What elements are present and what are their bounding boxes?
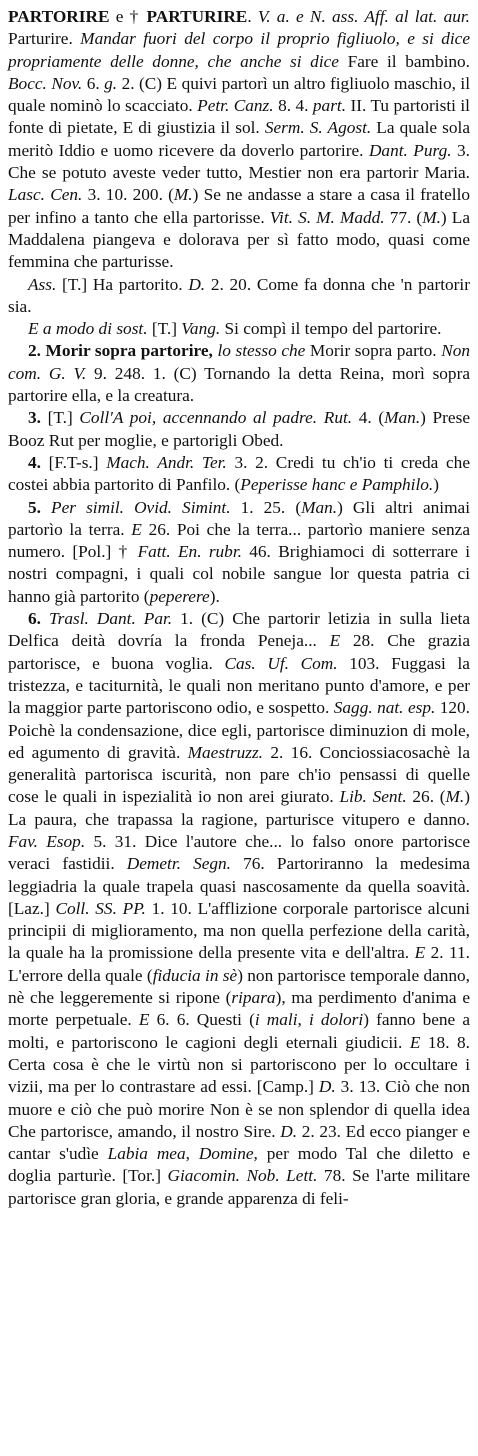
text-run: 26. Poi che la terra... partorìo maniere senza numero. [Pol.] † [8,519,471,562]
sense-3 [8,407,470,452]
italic-text: M. [422,207,441,227]
text-run: 2. (C) E quivi partorì un altro figliuolo maschio, il quale nominò lo scacciato. [8,73,470,116]
italic-text: Trasl. Dant. Par. [40,609,173,629]
text-run: Fare il bambino. [338,51,470,71]
italic-text: Lasc. Cen. [8,185,83,205]
italic-text: Sagg. nat. esp. [333,698,436,718]
italic-text: Dant. Purg. [368,140,452,160]
italic-text: fiducia in sè [152,965,238,985]
text-run: . [247,7,258,26]
text-run: ) [433,475,439,495]
text-run: 3. 13. Ciò che non muore e ciò che può morire Non è se non splendor di quella idea Che partorisce, amando, il nostro Sire. [8,1077,470,1141]
italic-text: E a modo di sost. [28,319,148,339]
text-run: 77. ( [384,207,423,227]
text-run: ), ma perdimento d'anima e morte perpetuale. [8,988,470,1030]
italic-text: Lib. Sent. [339,787,407,807]
bold-text: PARTORIRE [8,7,110,26]
italic-text: Demetr. Segn. [126,854,232,874]
italic-text: Coll. SS. PP. [55,898,146,918]
text-run: ). [209,586,220,606]
italic-text: Per simil. Ovid. Simint. [40,497,231,517]
sense-4 [8,452,470,497]
italic-text: M. [173,185,193,205]
italic-text: Ass. [28,274,57,294]
text-run: Si compì il tempo del partorire. [220,319,442,339]
italic-text: ripara [231,988,276,1008]
text-run: 9. 248. 1. (C) Tornando la detta Reina, morì sopra partorire ella, e la creatura. [8,363,470,406]
text-run: ) fanno bene a molti, e partoriscono le cagioni degli eternali giudicii. [8,1010,471,1052]
sense-noun-use [8,318,470,340]
italic-text: Fav. Esop. [8,831,86,851]
text-run: 3. 10. 200. ( [82,185,174,205]
italic-text: E [329,631,341,651]
text-run: ) non partorisce temporale danno, nè che leggeremente si ripone ( [8,965,470,1008]
text-run: ) Se ne andasse a stare a casa il fratello per infino a tanto che ella partorisse. [8,185,471,227]
sense-absolute [8,274,470,319]
text-run: 26. ( [406,787,446,807]
bold-text: 6. [28,609,41,629]
text-run: 5. 31. Dice l'autore che... lo falso onore partorisce veraci fastidii. [8,831,470,874]
italic-text: M. [445,787,465,807]
text-run: 2. 20. Come fa donna che 'n partorir sia. [8,274,470,316]
text-run: 4. ( [352,408,385,428]
text-run: 28. Che grazia partorisce, e buona voglia. [8,631,471,673]
italic-text: Bocc. Nov. [8,73,83,93]
italic-text: D. [188,274,206,294]
sense-5 [8,497,470,608]
italic-text: Petr. Canz. [197,96,274,116]
text-run: 6. 6. Questi ( [149,1010,255,1030]
italic-text: i mali, i dolori [254,1010,364,1030]
text-run: II. Tu partoristi il fonte di pietate, E di giustizia il sol. [8,96,470,138]
text-run: ) Gli altri animai partorìo la terra. [8,497,471,539]
entry-definition [8,6,470,274]
italic-text: E [138,1010,150,1030]
italic-text: Coll'A poi, accennando al padre. Rut. [79,408,353,428]
italic-text: Mandar fuori del corpo il proprio figliuolo, e si dice propriamente delle donne, che anche si dice [8,29,470,71]
text-run: 120. Poichè la condensazione, dice egli, partorisce diminuzion di mole, ed agumento di gravità. [8,698,470,762]
bold-text: PARTURIRE [146,7,248,26]
text-run: Parturire. [8,29,81,49]
sense-6 [8,608,470,1210]
bold-text: 4. [28,452,41,472]
text-run: 46. Brighiamoci di sotterrare i nostri compagni, i quali col nobile sangue lor questa patria ci hanno già partorito ( [8,542,470,606]
text-run: 2. 11. L'errore della quale ( [8,943,471,985]
text-run: 1. (C) Che partorir letizia in sulla lieta Delfica deità dovría la fronda Peneja... [8,609,470,651]
text-run: e † [109,7,147,26]
italic-text: part. [312,96,347,116]
italic-text: Peperisse hanc e Pamphilo. [240,475,434,495]
text-run: 6. [82,73,105,93]
italic-text: Maestruzz. [187,742,263,762]
italic-text: D. [280,1121,298,1141]
text-run: 2. 23. Ed ecco pianger e cantar s'udìe [8,1121,470,1164]
italic-text: Fatt. En. rubr. [137,542,242,562]
italic-text: V. a. e N. ass. Aff. al lat. aur. [257,7,471,26]
text-run: [T.] Ha partorito. [56,274,189,294]
italic-text: Labia mea, Domine, [107,1144,258,1164]
bold-text: 2. Morir sopra partorire, [28,341,213,361]
italic-text: Mach. Andr. Ter. [106,452,227,472]
italic-text: Man. [301,497,338,517]
text-run: ) Prese Booz Rut per moglie, e partorigli Obed. [8,408,470,450]
italic-text: peperere [149,586,210,606]
text-run: ) La paura, che trapassa la ragione, parturisce vitupero e danno. [8,787,471,829]
text-run: 3. 2. Credi tu ch'io ti creda che costei abbia partorito di Panfilo. ( [8,452,470,495]
text-run: [T.] [147,319,182,339]
text-run: 78. Se l'arte militare partorisce gran gloria, e grande apparenza di feli- [8,1166,470,1208]
italic-text: g. [104,73,118,93]
italic-text: Man. [384,408,421,428]
bold-text: 5. [28,497,41,517]
italic-text: D. [318,1077,336,1097]
text-run: 103. Fuggasi la tristezza, e taciturnità, le quali non meritano punto d'amore, e per la maggior parte partoriscono odio, e sospetto. [8,653,470,718]
text-run: 18. 8. Certa cosa è che le virtù non si partoriscono per lo occultare i vizii, ma per lo contrastare ad essi. [Camp.] [8,1032,470,1097]
text-run: 3. Che se potuto aveste veder tutto, Mestier non era partorir Maria. [8,140,470,183]
text-run: 8. 4. [273,96,313,116]
italic-text: Cas. Uf. Com. [224,653,338,673]
text-run: 1. 25. ( [230,497,302,517]
italic-text: E [409,1032,421,1052]
italic-text: E [414,943,426,963]
italic-text: Non com. G. V. [8,341,471,383]
text-run: [T.] [40,408,80,428]
text-run: [F.T-s.] [40,452,107,472]
sense-2 [8,340,470,407]
italic-text: Serm. S. Agost. [264,118,372,138]
text-run: per modo Tal che diletto e doglia parturìe. [Tor.] [8,1144,470,1186]
italic-text: Vit. S. M. Madd. [269,207,385,227]
italic-text: Giacomin. Nob. Lett. [167,1166,318,1186]
text-run: La quale sola meritò Iddio e uomo ricevere da doverlo partorire. [8,118,471,160]
text-run: 76. Partoriranno la medesima leggiadria la quale trapela quasi nascosamente da quella soavità. [Laz.] [8,854,470,918]
italic-text: lo stesso che [212,341,306,361]
bold-text: 3. [28,408,41,428]
italic-text: Vang. [181,319,221,339]
text-run: Morir sopra parto. [305,341,442,361]
italic-text: E [131,519,142,539]
text-run: 1. 10. L'afflizione corporale partorisce alcuni principii di miglioramento, ma non quella perfezione della carità, la quale ha la promissione della presente vita e dell'altra. [8,898,470,963]
text-run: 2. 16. Conciossiacosachè la generalità partorisca iscurità, non pare ch'io pensassi di quelle cose le quali in ispezialità io non arei giurato. [8,742,470,807]
text-run: ) La Maddalena piangeva e dolorava per sì fatto modo, quasi come femmina che parturisse. [8,207,470,272]
